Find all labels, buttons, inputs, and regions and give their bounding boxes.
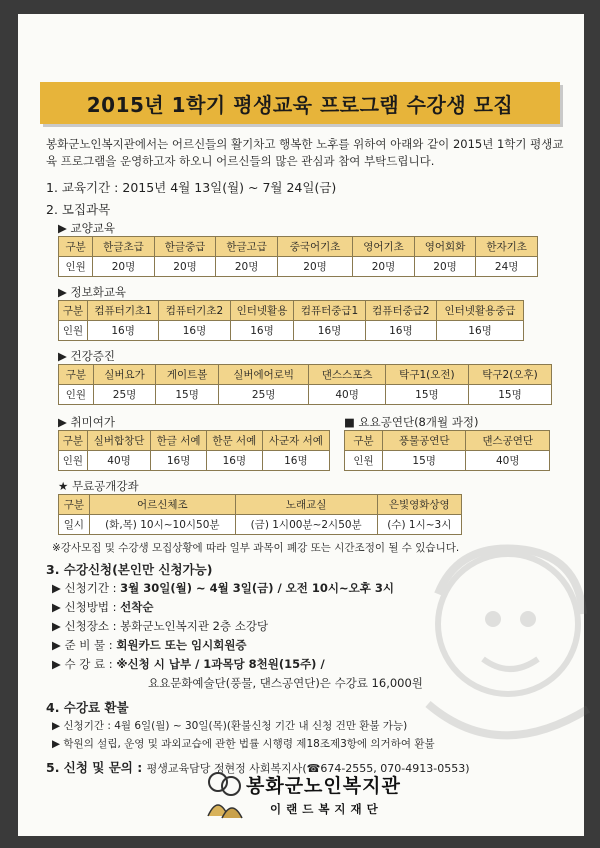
table-cell: 16명: [151, 451, 207, 471]
hobby-title: ▶ 취미여가: [58, 415, 115, 429]
info-table: [58, 300, 524, 341]
table-header-cell: 컴퓨터중급1: [294, 301, 365, 321]
table-header-cell: 구분: [59, 431, 88, 451]
table-cell: 16명: [230, 321, 294, 341]
free-table: [58, 494, 462, 535]
period-label: 1. 교육기간 :: [46, 180, 119, 195]
table-header-cell: 인터넷활용: [230, 301, 294, 321]
table-cell: 인원: [59, 385, 94, 405]
table-row: [59, 257, 538, 277]
table-cell: 인원: [59, 321, 88, 341]
table-cell: 20명: [154, 257, 216, 277]
table-cell: (화,목) 10시~10시50분: [89, 515, 235, 535]
contact-value: 평생교육담당 정현정 사회복지사(☎674-2555, 070-4913-0553): [146, 762, 470, 775]
table-header-cell: 컴퓨터기초2: [159, 301, 230, 321]
table-header-row: [59, 301, 524, 321]
table-cell: (수) 1시~3시: [377, 515, 461, 535]
table-cell: 16명: [294, 321, 365, 341]
table-header-cell: 구분: [59, 495, 90, 515]
notice-text: ※강사모집 및 수강생 모집상황에 따라 일부 과목이 폐강 또는 시간조정이 될 수 있습니다.: [52, 542, 460, 554]
table-header-cell: 구분: [59, 365, 94, 385]
table-header-cell: 실버합창단: [87, 431, 150, 451]
page-title: 2015년 1학기 평생교육 프로그램 수강생 모집: [40, 82, 560, 124]
intro-text: 봉화군노인복지관에서는 어르신들의 활기차고 행복한 노후를 위하여 아래와 같이 2015년 1학기 평생교육 프로그램을 운영하고자 하오니 어르신들의 많은 관심과 참여 부탁드립니다.: [46, 137, 564, 168]
table-header-row: [59, 431, 330, 451]
table-header-cell: 한글 서예: [151, 431, 207, 451]
refund-item: ▶ 학원의 설립, 운영 및 과외교습에 관한 법률 시행령 제18조제3항에 의거하여 환불: [52, 738, 435, 750]
art-table: [344, 430, 550, 471]
culture-table: [58, 236, 538, 277]
table-header-cell: 중국어기초: [277, 237, 352, 257]
free-title: ★ 무료공개강좌: [58, 479, 139, 493]
table-header-cell: 사군자 서예: [262, 431, 329, 451]
table-row: [345, 451, 550, 471]
table-cell: 20명: [216, 257, 278, 277]
apply-item: [52, 618, 268, 634]
table-header-cell: 탁구2(오후): [468, 365, 551, 385]
table-header-cell: 댄스공연단: [466, 431, 550, 451]
apply-item: [52, 637, 247, 653]
table-header-cell: 구분: [59, 301, 88, 321]
table-row: [59, 385, 552, 405]
table-cell: 24명: [476, 257, 538, 277]
table-cell: 20명: [93, 257, 155, 277]
table-cell: 인원: [59, 451, 88, 471]
table-cell: 16명: [262, 451, 329, 471]
table-cell: 25명: [93, 385, 156, 405]
apply-item: [52, 656, 325, 672]
health-title: ▶ 건강증진: [58, 349, 115, 363]
table-header-row: [59, 365, 552, 385]
table-header-cell: 노래교실: [235, 495, 377, 515]
table-header-cell: 실버에어로빅: [218, 365, 308, 385]
table-header-cell: 구분: [59, 237, 93, 257]
apply-item-value: 봉화군노인복지관 2층 소강당: [120, 619, 269, 633]
apply-item-value: 선착순: [120, 600, 154, 614]
apply-item-label: ▶ 준 비 물 :: [52, 638, 113, 652]
apply-item-value: ※신청 시 납부 / 1과목당 8천원(15주) /: [116, 657, 325, 671]
table-header-cell: 어르신체조: [89, 495, 235, 515]
table-cell: 15명: [468, 385, 551, 405]
table-cell: 인원: [59, 257, 93, 277]
table-header-cell: 한글중급: [154, 237, 216, 257]
table-row: [59, 321, 524, 341]
table-cell: 16명: [437, 321, 524, 341]
period-value: 2015년 4월 13일(월) ~ 7월 24일(금): [122, 180, 337, 195]
table-header-row: [59, 237, 538, 257]
table-header-cell: 댄스스포츠: [309, 365, 386, 385]
table-header-cell: 한자기초: [476, 237, 538, 257]
refund-item: ▶ 신청기간 : 4월 6일(월) ~ 30일(목)(환불신청 기간 내 신청 건만 환불 가능): [52, 720, 408, 732]
apply-item-value: 3월 30일(월) ~ 4월 3일(금) / 오전 10시~오후 3시: [120, 581, 394, 595]
table-header-row: [345, 431, 550, 451]
table-cell: 15명: [382, 451, 466, 471]
apply-item-label: ▶ 수 강 료 :: [52, 657, 113, 671]
table-header-row: [59, 495, 462, 515]
table-cell: 16명: [159, 321, 230, 341]
table-cell: 일시: [59, 515, 90, 535]
table-cell: 20명: [277, 257, 352, 277]
table-cell: 16명: [365, 321, 436, 341]
document-sheet: [18, 14, 584, 836]
subjects-heading: 2. 모집과목: [46, 202, 111, 217]
organization-subtitle: 이랜드복지재단: [270, 802, 383, 816]
apply-item-label: ▶ 신청방법 :: [52, 600, 117, 614]
contact-label: 5. 신청 및 문의 :: [46, 760, 143, 775]
table-header-cell: 인터넷활용중급: [437, 301, 524, 321]
table-header-cell: 컴퓨터중급2: [365, 301, 436, 321]
table-cell: 16명: [87, 321, 158, 341]
apply-item-value: 회원카드 또는 임시회원증: [116, 638, 247, 652]
table-cell: 인원: [345, 451, 383, 471]
health-table: [58, 364, 552, 405]
table-header-cell: 영어기초: [353, 237, 415, 257]
table-cell: 16명: [206, 451, 262, 471]
apply-item-label: ▶ 신청장소 :: [52, 619, 117, 633]
art-title: ■ 요요공연단(8개월 과정): [344, 415, 479, 429]
table-cell: 15명: [156, 385, 219, 405]
culture-title: ▶ 교양교육: [58, 221, 115, 235]
organization-name: 봉화군노인복지관: [246, 775, 401, 797]
fee-extra-text: 요요문화예술단(풍물, 댄스공연단)은 수강료 16,000원: [148, 676, 423, 690]
info-title: ▶ 정보화교육: [58, 285, 127, 299]
table-header-cell: 게이트볼: [156, 365, 219, 385]
table-row: [59, 451, 330, 471]
table-header-cell: 탁구1(오전): [385, 365, 468, 385]
table-header-cell: 컴퓨터기초1: [87, 301, 158, 321]
table-header-cell: 은빛영화상영: [377, 495, 461, 515]
table-header-cell: 한글초급: [93, 237, 155, 257]
table-cell: 25명: [218, 385, 308, 405]
table-header-cell: 구분: [345, 431, 383, 451]
table-row: [59, 515, 462, 535]
period-line: [46, 178, 336, 196]
organization-logo-icon: [204, 766, 244, 820]
table-cell: 40명: [87, 451, 150, 471]
table-cell: (금) 1시00분~2시50분: [235, 515, 377, 535]
apply-item-label: ▶ 신청기간 :: [52, 581, 117, 595]
table-cell: 20명: [353, 257, 415, 277]
table-header-cell: 한문 서예: [206, 431, 262, 451]
table-cell: 40명: [309, 385, 386, 405]
table-header-cell: 한글고급: [216, 237, 278, 257]
table-cell: 40명: [466, 451, 550, 471]
table-cell: 20명: [414, 257, 476, 277]
hobby-table: [58, 430, 330, 471]
apply-heading: 3. 수강신청(본인만 신청가능): [46, 562, 213, 577]
table-header-cell: 영어회화: [414, 237, 476, 257]
table-header-cell: 풍물공연단: [382, 431, 466, 451]
table-cell: 15명: [385, 385, 468, 405]
table-header-cell: 실버요가: [93, 365, 156, 385]
refund-heading: 4. 수강료 환불: [46, 700, 129, 715]
apply-item: [52, 580, 394, 596]
apply-item: [52, 599, 153, 615]
